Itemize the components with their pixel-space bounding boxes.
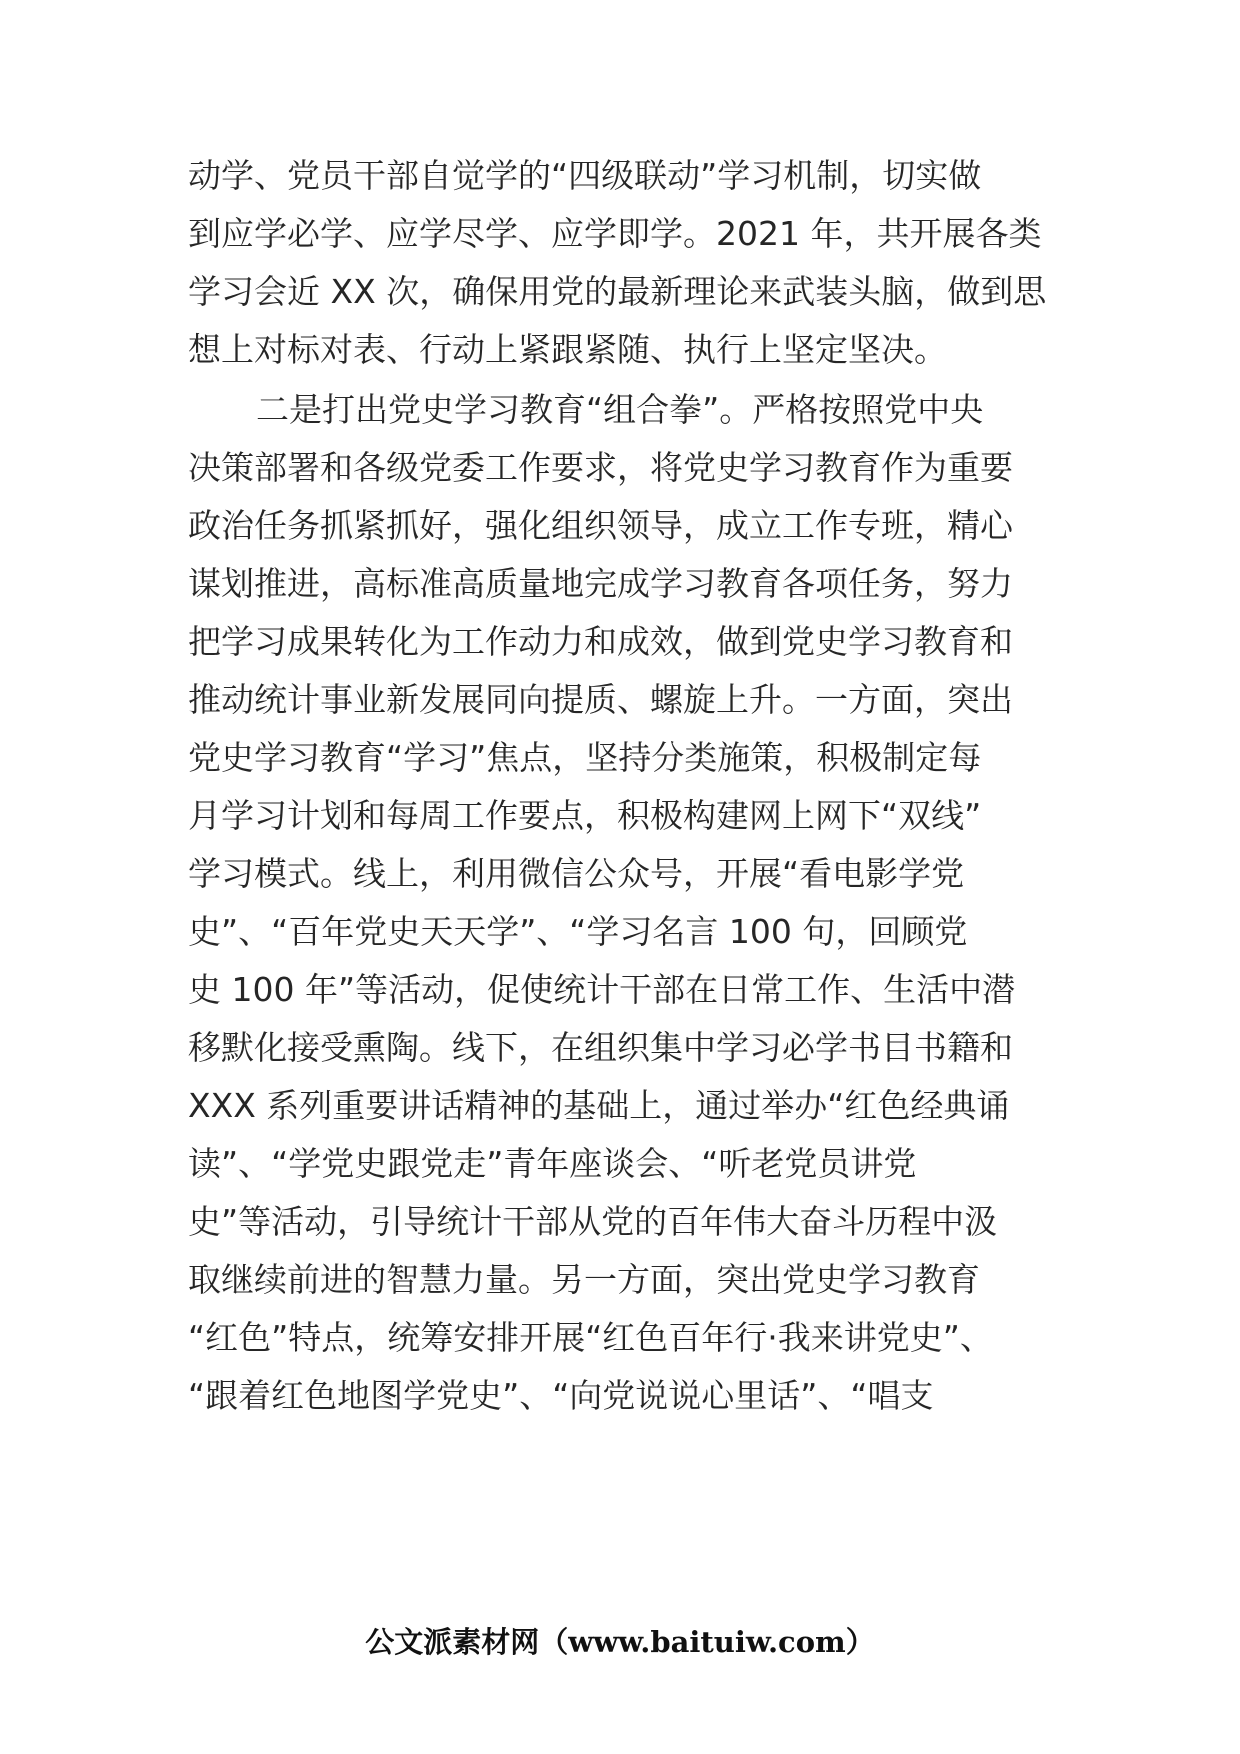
text-line: 决策部署和各级党委工作要求，将党史学习教育作为重要 — [188, 448, 1013, 487]
text-line: 谋划推进，高标准高质量地完成学习教育各项任务，努力 — [188, 564, 1013, 603]
text-line: 史 100 年”等活动，促使统计干部在日常工作、生活中潜 — [188, 970, 1016, 1009]
text-line: “跟着红色地图学党史”、“向党说说心里话”、“唱支 — [188, 1376, 934, 1415]
text-line: 取继续前进的智慧力量。另一方面，突出党史学习教育 — [188, 1260, 980, 1299]
text-line: 推动统计事业新发展同向提质、螺旋上升。一方面，突出 — [188, 680, 1013, 719]
text-line: 学习模式。线上，利用微信公众号，开展“看电影学党 — [188, 854, 965, 893]
text-line: 想上对标对表、行动上紧跟紧随、执行上坚定坚决。 — [188, 330, 947, 369]
text-line: 把学习成果转化为工作动力和成效，做到党史学习教育和 — [188, 622, 1013, 661]
text-line: 政治任务抓紧抓好，强化组织领导，成立工作专班，精心 — [188, 506, 1013, 545]
text-line: 到应学必学、应学尽学、应学即学。2021 年，共开展各类 — [188, 214, 1042, 253]
text-line: 党史学习教育“学习”焦点，坚持分类施策，积极制定每 — [188, 738, 982, 777]
text-line: 月学习计划和每周工作要点，积极构建网上网下“双线” — [188, 796, 982, 835]
text-line: 读”、“学党史跟党走”青年座谈会、“听老党员讲党 — [188, 1144, 917, 1183]
text-line: “红色”特点，统筹安排开展“红色百年行·我来讲党史”、 — [188, 1318, 993, 1357]
text-line: 移默化接受熏陶。线下，在组织集中学习必学书目书籍和 — [188, 1028, 1013, 1067]
text-line: 史”、“百年党史天天学”、“学习名言 100 句，回顾党 — [188, 912, 968, 951]
text-line: XXX 系列重要讲话精神的基础上，通过举办“红色经典诵 — [188, 1086, 1010, 1125]
footer-watermark: 公文派素材网（www.baituiw.com） — [365, 1625, 875, 1659]
paragraph-first-line: 二是打出党史学习教育“组合拳”。严格按照党中央 — [256, 390, 984, 429]
text-line: 史”等活动，引导统计干部从党的百年伟大奋斗历程中汲 — [188, 1202, 998, 1241]
text-line: 动学、党员干部自觉学的“四级联动”学习机制，切实做 — [188, 156, 982, 195]
text-line: 学习会近 XX 次，确保用党的最新理论来武装头脑，做到思 — [188, 272, 1047, 311]
